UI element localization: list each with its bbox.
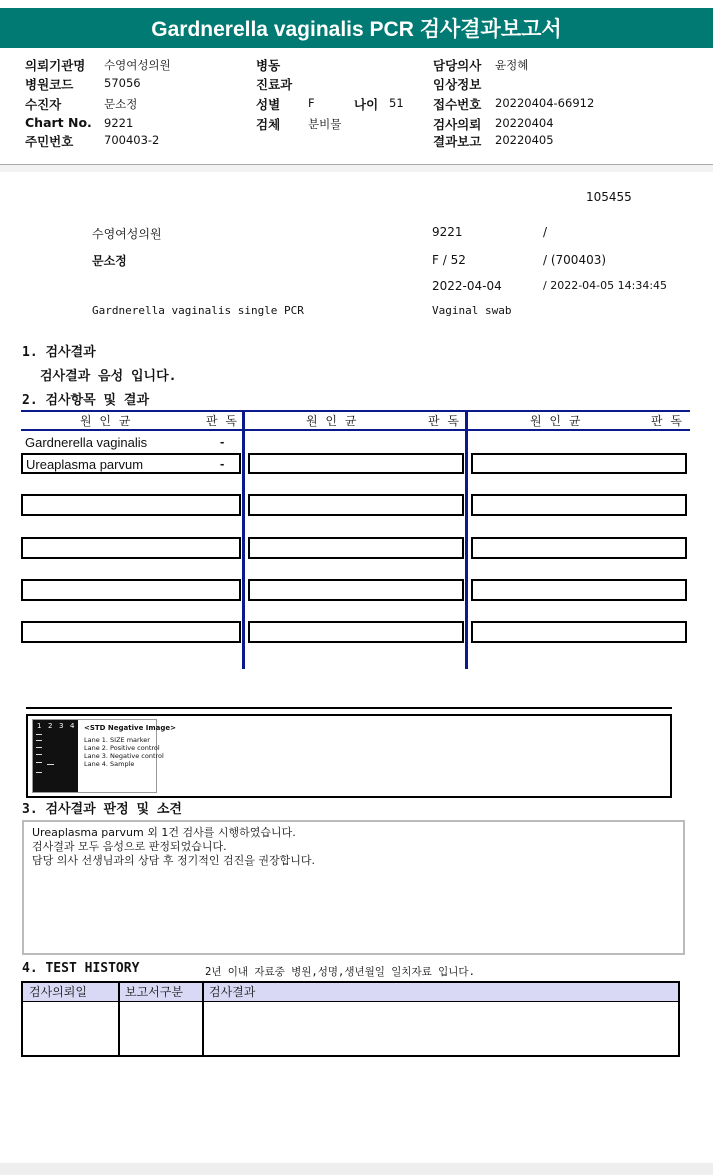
footer-bar <box>0 1163 713 1175</box>
lane-number: 4 <box>70 722 75 730</box>
history-col-request-date: 검사의뢰일 <box>23 983 119 1002</box>
history-table <box>21 981 680 1057</box>
header-label-clinical-info: 임상정보 <box>433 77 482 92</box>
section3-heading: 3. 검사결과 판정 및 소견 <box>22 802 182 817</box>
report-title: Gardnerella vaginalis PCR 검사결과보고서 <box>0 8 713 48</box>
header-label-ward: 병동 <box>256 58 281 73</box>
col-header-pathogen-1: 원 인 균 <box>80 414 133 428</box>
empty-cell <box>248 537 464 559</box>
empty-cell <box>248 494 464 516</box>
header-label-specimen: 검체 <box>256 117 281 132</box>
gel-caption-title: <STD Negative Image> <box>84 724 177 732</box>
gel-caption-line: Lane 2. Positive control <box>84 744 160 752</box>
info-slash: / <box>543 225 548 239</box>
lane-number: 3 <box>59 722 64 730</box>
header-value-sex: F <box>308 96 315 110</box>
empty-cell <box>21 579 241 601</box>
gel-caption-line: Lane 4. Sample <box>84 760 135 768</box>
col-header-judgement-3: 판 독 <box>651 414 684 428</box>
info-receive-date: 2022-04-04 <box>432 279 502 293</box>
header-label-resident-no: 주민번호 <box>25 134 74 149</box>
header-value-hospital-code: 57056 <box>104 76 141 90</box>
opinion-line: 검사결과 모두 음성으로 판정되었습니다. <box>32 840 227 853</box>
gel-band <box>36 747 42 748</box>
header-label-department: 진료과 <box>256 77 293 92</box>
empty-cell <box>248 579 464 601</box>
header-value-chart: 9221 <box>104 116 134 130</box>
opinion-line: Ureaplasma parvum 외 1건 검사를 시행하였습니다. <box>32 826 296 839</box>
info-chart: 9221 <box>432 225 463 239</box>
header-value-hospital: 수영여성의원 <box>104 58 171 72</box>
empty-cell <box>471 579 687 601</box>
section2-heading: 2. 검사항목 및 결과 <box>22 393 150 408</box>
header-value-age: 51 <box>389 96 404 110</box>
header-label-report-date: 결과보고 <box>433 134 482 149</box>
history-col-result: 검사결과 <box>203 983 678 1002</box>
empty-cell <box>471 621 687 643</box>
empty-cell <box>21 494 241 516</box>
info-specimen: Vaginal swab <box>432 304 512 317</box>
result-value-gardnerella: - <box>220 434 225 449</box>
empty-cell <box>21 621 241 643</box>
header-label-request-date: 검사의뢰 <box>433 117 482 132</box>
result-value-ureaplasma: - <box>220 456 225 471</box>
gel-divider <box>26 707 672 709</box>
section4-heading: 4. TEST HISTORY <box>22 961 140 976</box>
gel-caption <box>84 724 176 768</box>
col-header-judgement-2: 판 독 <box>428 414 461 428</box>
section1-heading: 1. 검사결과 <box>22 345 96 360</box>
history-col-report-type: 보고서구분 <box>119 983 203 1002</box>
empty-cell <box>21 537 241 559</box>
info-patient-name: 문소정 <box>92 254 127 268</box>
empty-cell <box>248 621 464 643</box>
gel-caption-line: Lane 3. Negative control <box>84 752 164 760</box>
header-label-sex: 성별 <box>256 97 281 112</box>
empty-cell <box>471 494 687 516</box>
header-label-hospital-code: 병원코드 <box>25 77 74 92</box>
result-name-gardnerella: Gardnerella vaginalis <box>25 435 148 450</box>
header-value-specimen: 분비물 <box>308 117 342 131</box>
gel-band <box>47 764 54 765</box>
header-value-doctor: 윤정혜 <box>495 58 529 72</box>
header-label-patient: 수진자 <box>25 97 62 112</box>
lane-number: 1 <box>37 722 42 730</box>
gel-lanes <box>33 720 78 792</box>
header-value-receipt-no: 20220404-66912 <box>495 96 595 110</box>
result-name-ureaplasma: Ureaplasma parvum <box>26 457 144 472</box>
header-label-age: 나이 <box>354 97 379 112</box>
header-value-report-date: 20220405 <box>495 133 554 147</box>
gel-caption-line: Lane 1. SIZE marker <box>84 736 150 744</box>
lane-number: 2 <box>48 722 53 730</box>
gel-band <box>36 762 42 763</box>
gel-band <box>36 740 42 741</box>
header-label-doctor: 담당의사 <box>433 58 482 73</box>
info-id-part: / (700403) <box>543 253 607 267</box>
header-label-receipt-no: 접수번호 <box>433 97 482 112</box>
header-label-chart: Chart No. <box>25 115 92 130</box>
opinion-box <box>22 820 685 955</box>
info-test-name: Gardnerella vaginalis single PCR <box>92 304 304 317</box>
info-hospital: 수영여성의원 <box>92 227 162 241</box>
header-value-patient: 문소정 <box>104 97 138 111</box>
col-header-judgement-1: 판 독 <box>206 414 239 428</box>
header-label-hospital: 의뢰기관명 <box>25 58 86 73</box>
opinion-line: 담당 의사 선생님과의 상담 후 정기적인 검진을 권장합니다. <box>32 854 315 867</box>
info-report-datetime: / 2022-04-05 14:34:45 <box>543 279 668 292</box>
header-value-resident-no: 700403-2 <box>104 133 160 147</box>
col-header-pathogen-2: 원 인 균 <box>306 414 359 428</box>
empty-cell <box>471 537 687 559</box>
gel-band <box>36 772 42 773</box>
gel-band <box>36 754 42 755</box>
header-divider <box>0 164 713 172</box>
section4-note: 2년 이내 자료중 병원,성명,생년월일 일치자료 입니다. <box>205 966 475 978</box>
empty-cell <box>248 453 464 474</box>
col-header-pathogen-3: 원 인 균 <box>530 414 583 428</box>
section1-result: 검사결과 음성 입니다. <box>40 369 177 384</box>
header-value-request-date: 20220404 <box>495 116 554 130</box>
empty-cell <box>471 453 687 474</box>
info-sex-age: F / 52 <box>432 253 466 267</box>
gel-band <box>36 734 42 735</box>
document-number: 105455 <box>586 190 632 204</box>
